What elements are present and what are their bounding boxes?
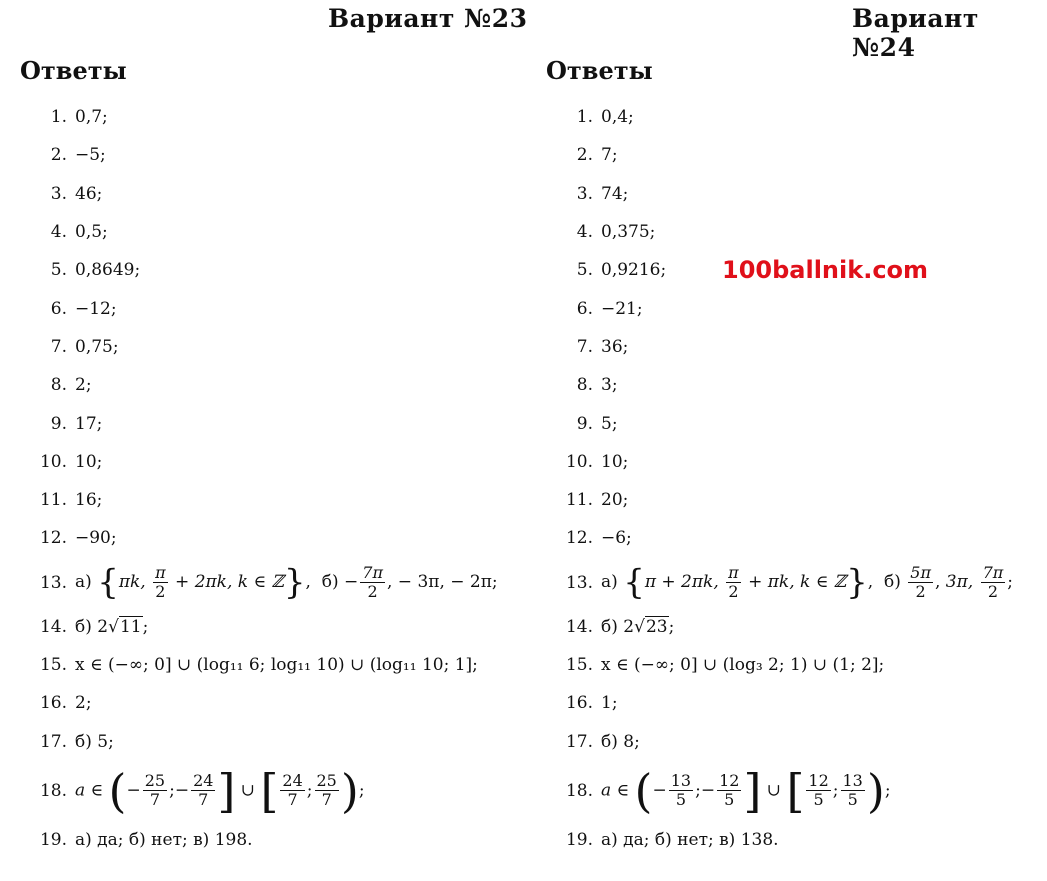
answer-item: 7. 0,75; [50, 336, 119, 357]
answer-item: 10. 10; [565, 451, 629, 472]
answer-item: 3. 46; [50, 183, 103, 204]
answers-column-left [20, 56, 540, 859]
answer-item: 19. а) да; б) нет; в) 198. [39, 829, 253, 850]
answer-item: 16. 1; [565, 693, 618, 714]
answers-heading: Ответы [20, 56, 127, 85]
answer-item: 15. x ∈ (−∞; 0] ∪ (log₃ 2; 1) ∪ (1; 2]; [565, 655, 885, 675]
answer-18-math: a ∈ (− $\frac{25}{7}$ ;− $\frac{24}{7}$ ] ∪ [ $\frac{24}{7}$ ; $\frac{25}{7}$ ); [75, 763, 365, 818]
answer-item: 2. −5; [50, 145, 106, 166]
answer-item: 9. 17; [50, 413, 103, 434]
answer-item: 6. −21; [576, 298, 643, 319]
answer-item: 2. 7; [576, 145, 618, 166]
answer-13-math: а) {πk, $\frac{\pi}{2}$ + 2πk, k ∈ ℤ}, б) − $\frac{7\pi}{2}$ , − 3π, − 2π; [75, 562, 498, 603]
answer-item: 1. 0,7; [50, 107, 108, 128]
answer-item-13: 13. а) {π + 2πk, $\frac{\pi}{2}$ + πk, k ∈ ℤ}, б) $\frac{5\pi}{2}$ , 3π, $\frac{7\pi}{2}$ ; [565, 562, 1014, 603]
variant-title-left: Вариант №23 [328, 4, 528, 33]
answer-item: 1. 0,4; [576, 107, 634, 128]
answer-item: 14. б) 2√11; [39, 616, 149, 637]
answers-list [20, 98, 540, 859]
answer-item: 8. 3; [576, 375, 618, 396]
answer-item: 17. б) 5; [39, 731, 114, 752]
answer-item: 19. а) да; б) нет; в) 138. [565, 829, 779, 850]
variant-title-right: Вариант №24 [852, 4, 979, 62]
answers-list [546, 98, 1047, 859]
answer-item: 5. 0,9216; [576, 260, 667, 281]
answer-item: 11. 20; [565, 490, 629, 511]
answer-item: 15. x ∈ (−∞; 0] ∪ (log₁₁ 6; log₁₁ 10) ∪ (log₁₁ 10; 1]; [39, 655, 478, 675]
watermark-site[interactable]: 100ballnik.com [722, 256, 929, 284]
answer-item: 14. б) 2√23; [565, 616, 675, 637]
answer-18-math: a ∈ (− $\frac{13}{5}$ ;− $\frac{12}{5}$ ] ∪ [ $\frac{12}{5}$ ; $\frac{13}{5}$ ); [601, 763, 891, 818]
answers-column-right [546, 56, 1047, 859]
answer-item-18: 18. a ∈ (− $\frac{13}{5}$ ;− $\frac{12}{5}$ ] ∪ [ $\frac{12}{5}$ ; $\frac{13}{5}$ ); [565, 763, 891, 818]
answer-item: 10. 10; [39, 451, 103, 472]
answer-item-13: 13. а) {πk, $\frac{\pi}{2}$ + 2πk, k ∈ ℤ}, б) − $\frac{7\pi}{2}$ , − 3π, − 2π; [39, 562, 498, 603]
answer-item: 12. −90; [39, 528, 117, 549]
answer-item: 16. 2; [39, 693, 92, 714]
answer-item: 5. 0,8649; [50, 260, 141, 281]
answer-item: 4. 0,375; [576, 222, 656, 243]
answer-item: 7. 36; [576, 336, 629, 357]
answer-item: 11. 16; [39, 490, 103, 511]
answer-item: 9. 5; [576, 413, 618, 434]
answer-item-18: 18. a ∈ (− $\frac{25}{7}$ ;− $\frac{24}{7}$ ] ∪ [ $\frac{24}{7}$ ; $\frac{25}{7}$ ); [39, 763, 365, 818]
answer-item: 4. 0,5; [50, 222, 108, 243]
answer-item: 17. б) 8; [565, 731, 640, 752]
answer-item: 6. −12; [50, 298, 117, 319]
answer-item: 8. 2; [50, 375, 92, 396]
answer-item: 3. 74; [576, 183, 629, 204]
answers-heading: Ответы [546, 56, 653, 85]
answer-item: 12. −6; [565, 528, 632, 549]
answer-13-math: а) {π + 2πk, $\frac{\pi}{2}$ + πk, k ∈ ℤ}, б) $\frac{5\pi}{2}$ , 3π, $\frac{7\pi}{2}$ ; [601, 562, 1014, 603]
